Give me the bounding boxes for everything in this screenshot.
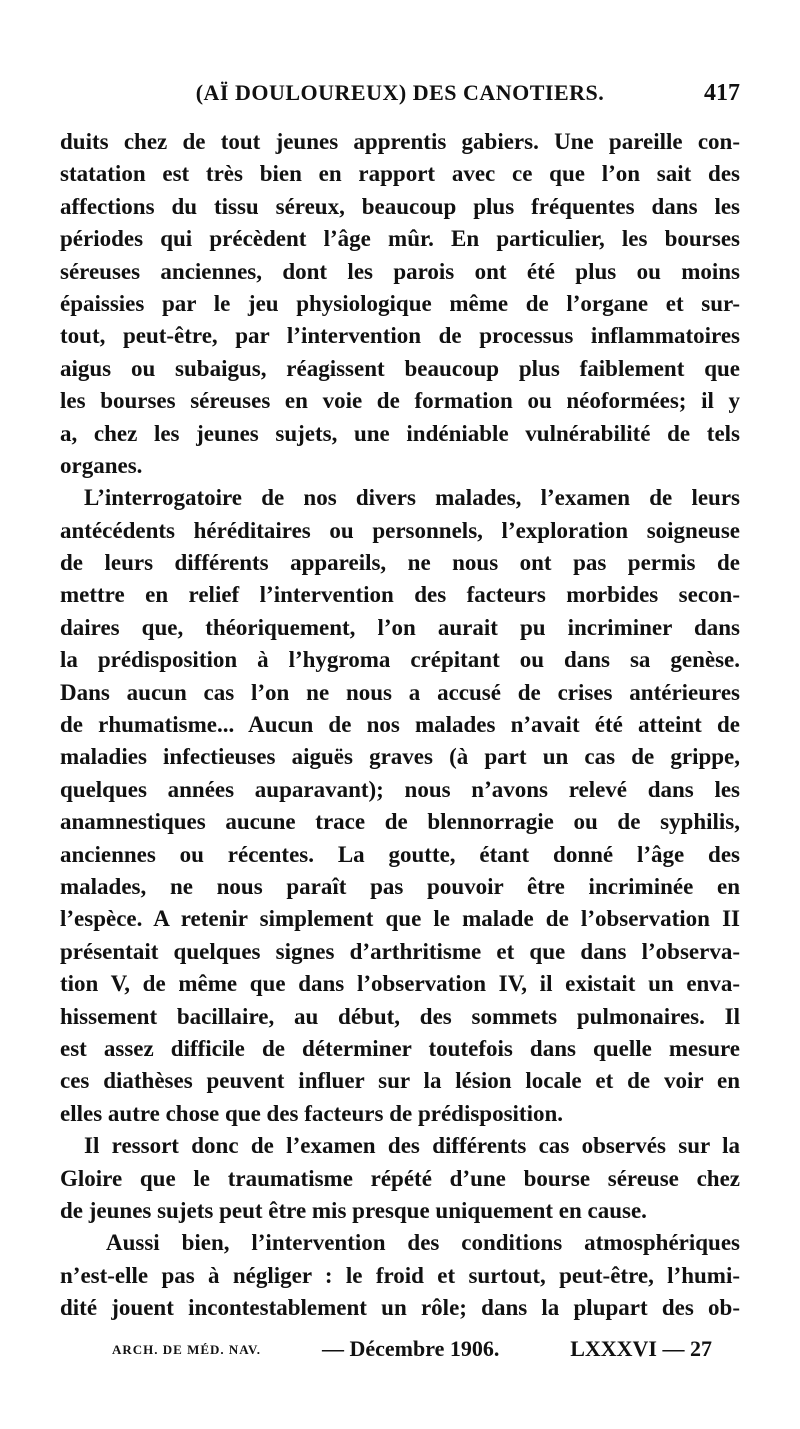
text-line: aigus ou subaigus, réagissent beaucoup plus faiblement que [60,355,740,381]
text-line: n’est-elle pas à négliger : le froid et surtout, peut-être, l’humi- [60,1262,740,1288]
text-line: épaissies par le jeu physiologique même de l’organe et sur- [60,290,740,316]
text-line: est assez difficile de déterminer toutefois dans quelle mesure [60,1035,740,1061]
text-line: ces diathèses peuvent influer sur la lésion locale et de voir en [60,1068,740,1094]
text-line: l’espèce. A retenir simplement que le malade de l’observation II [60,906,740,932]
body-text [60,126,740,1324]
text-line: hissement bacillaire, au début, des sommets pulmonaires. Il [60,1003,740,1029]
text-line: organes. [60,452,143,478]
journal-name: ARCH. DE MÉD. NAV. [112,1342,261,1357]
text-line: mettre en relief l’intervention des facteurs morbides secon- [60,582,740,608]
text-line: les bourses séreuses en voie de formation ou néoformées; il y [60,388,740,414]
text-line: la prédisposition à l’hygroma crépitant ou dans sa genèse. [60,647,740,673]
text-line: quelques années auparavant); nous n’avons relevé dans les [60,776,740,802]
text-line: statation est très bien en rapport avec ce que l’on sait des [60,161,740,187]
text-line: maladies infectieuses aiguës graves (à part un cas de grippe, [60,744,740,770]
text-line: de rhumatisme... Aucun de nos malades n’avait été atteint de [60,712,740,738]
text-line: antécédents héréditaires ou personnels, l’exploration soigneuse [60,517,740,543]
text-line: a, chez les jeunes sujets, une indéniable vulnérabilité de tels [60,420,740,446]
page-footer [112,1336,712,1370]
text-line: tout, peut-être, par l’intervention de processus inflammatoires [60,323,740,349]
text-line: dité jouent incontestablement un rôle; dans la plupart des ob- [60,1295,740,1321]
text-line: Gloire que le traumatisme répété d’une bourse séreuse chez [60,1165,740,1191]
page-number: 417 [704,80,740,106]
text-line: périodes qui précèdent l’âge mûr. En particulier, les bourses [60,226,740,252]
page-header [60,80,740,120]
text-line: elles autre chose que des facteurs de prédisposition. [60,1100,564,1126]
text-line: duits chez de tout jeunes apprentis gabiers. Une pareille con- [60,129,740,154]
text-line: affections du tissu séreux, beaucoup plus fréquentes dans les [60,193,740,219]
text-line: anciennes ou récentes. La goutte, étant donné l’âge des [60,841,740,867]
text-line: daires que, théoriquement, l’on aurait pu incriminer dans [60,614,740,640]
volume-sheet: LXXXVI — 27 [570,1336,712,1361]
text-line: L’interrogatoire de nos divers malades, l’examen de leurs [84,485,740,511]
text-line: Dans aucun cas l’on ne nous a accusé de crises antérieures [60,679,740,705]
text-line: anamnestiques aucune trace de blennorragie ou de syphilis, [60,809,740,835]
issue-date: — Décembre 1906. [322,1336,500,1361]
text-line: tion V, de même que dans l’observation IV, il existait un enva- [60,971,740,997]
text-line: de leurs différents appareils, ne nous ont pas permis de [60,550,740,576]
text-line: malades, ne nous paraît pas pouvoir être incriminée en [60,873,740,899]
text-line: présentait quelques signes d’arthritisme et que dans l’observa- [60,938,740,964]
text-line: séreuses anciennes, dont les parois ont été plus ou moins [60,258,740,284]
running-title: (AÏ DOULOUREUX) DES CANOTIERS. [195,80,605,105]
text-line: Il ressort donc de l’examen des différents cas observés sur la [84,1133,740,1159]
text-line: de jeunes sujets peut être mis presque uniquement en cause. [60,1197,647,1223]
text-line: Aussi bien, l’intervention des conditions atmosphériques [106,1230,740,1256]
